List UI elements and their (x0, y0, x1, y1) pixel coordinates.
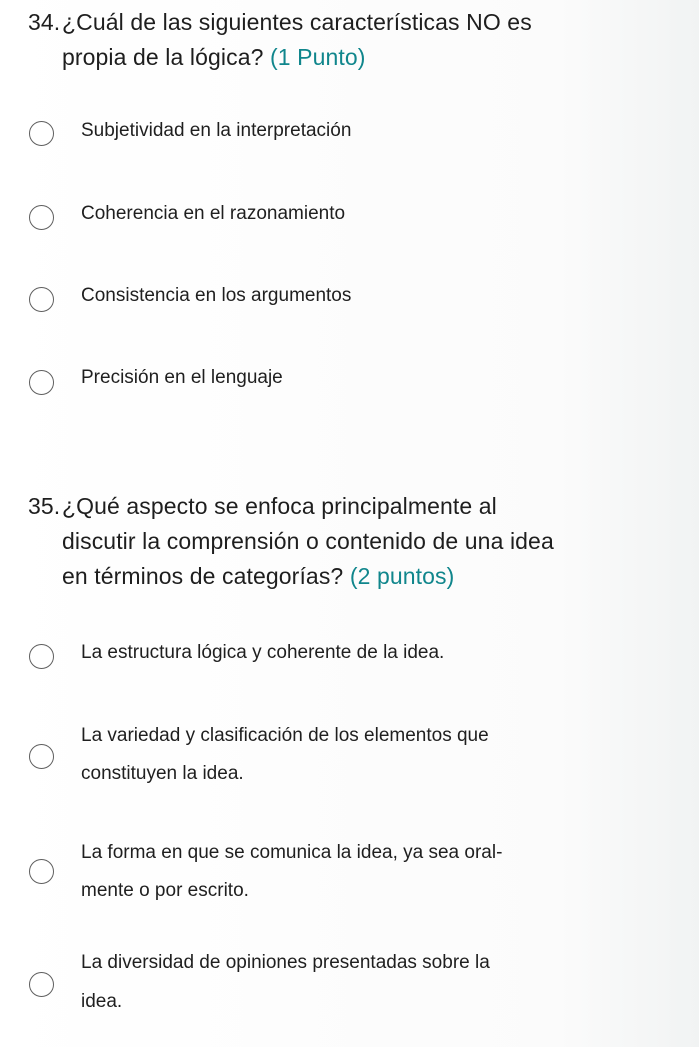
option-label: Consistencia en los argumentos (81, 285, 352, 306)
radio-button[interactable] (29, 205, 54, 230)
option-label-line-2: constituyen la idea. (81, 763, 244, 784)
question-title (28, 5, 532, 75)
question-number: 34. (28, 9, 61, 35)
question-text-line-3: en términos de categorías? (62, 563, 344, 589)
radio-button[interactable] (29, 644, 54, 669)
option-label: Precisión en el lenguaje (81, 367, 283, 388)
question-points: (2 puntos) (349, 563, 455, 589)
option-label: Coherencia en el razonamiento (81, 203, 346, 224)
option-label: La estructura lógica y coherente de la idea. (81, 642, 445, 663)
option-label-line-2: mente o por escrito. (81, 880, 249, 901)
question-text-line-1: ¿Cuál de las siguientes características NO es (62, 9, 532, 35)
radio-button[interactable] (29, 287, 54, 312)
question-text-line-2: propia de la lógica? (62, 44, 264, 70)
option-label: Subjetividad en la interpretación (81, 120, 352, 141)
question-text-line-1: ¿Qué aspecto se enfoca principalmente al (62, 493, 497, 519)
radio-button[interactable] (29, 744, 54, 769)
question-text-line-2: discutir la comprensión o contenido de una idea (62, 528, 554, 554)
radio-button[interactable] (29, 121, 54, 146)
option-label-line-1: La forma en que se comunica la idea, ya sea oral- (81, 842, 503, 863)
radio-button[interactable] (29, 370, 54, 395)
radio-button[interactable] (29, 972, 54, 997)
question-points: (1 Punto) (269, 44, 366, 70)
option-label-line-2: idea. (81, 991, 123, 1012)
option-label-line-1: La variedad y clasificación de los elementos que (81, 725, 489, 746)
question-number: 35. (28, 493, 61, 519)
question-title (28, 489, 554, 594)
radio-button[interactable] (29, 859, 54, 884)
option-label-line-1: La diversidad de opiniones presentadas sobre la (81, 952, 490, 973)
